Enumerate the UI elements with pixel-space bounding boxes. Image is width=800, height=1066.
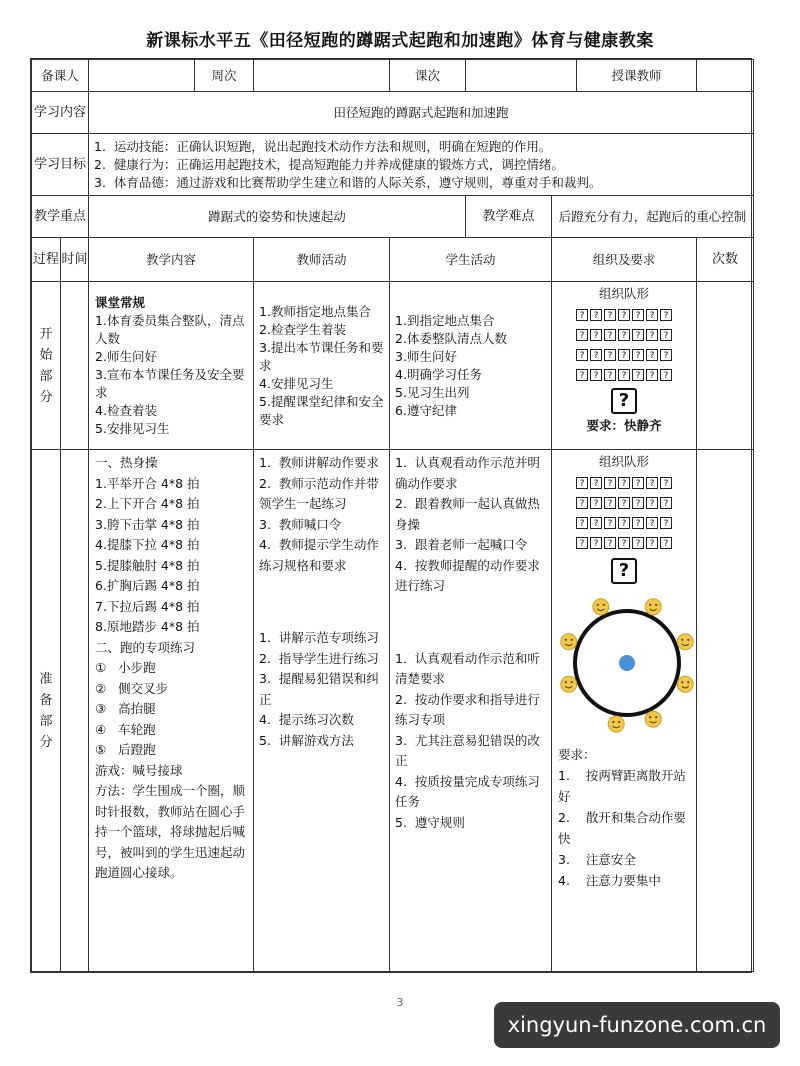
formation-row xyxy=(552,364,696,384)
prep-student-item: 2. 按动作要求和指导进行练习专项 xyxy=(395,691,540,727)
smiley-face-icon xyxy=(645,599,661,615)
diff-value: 后蹬充分有力，起跑后的重心控制 xyxy=(552,196,754,238)
student-square-icon: ? xyxy=(632,329,644,341)
student-square-icon: ? xyxy=(590,309,602,321)
smiley-face-icon xyxy=(561,676,577,692)
teacher-value xyxy=(697,60,754,92)
prep-student-item: 2. 跟着教师一起认真做热身操 xyxy=(395,496,540,532)
start-student xyxy=(390,282,552,450)
student-square-icon: ? xyxy=(660,309,672,321)
student-square-icon: ? xyxy=(604,537,616,549)
col-time: 时间 xyxy=(61,238,89,282)
smiley-face-icon xyxy=(677,634,693,650)
start-teacher-item: 1.教师指定地点集合 xyxy=(259,303,371,319)
prep-teacher-item: 2. 指导学生进行练习 xyxy=(259,650,379,666)
page-title: 新课标水平五《田径短跑的蹲踞式起跑和加速跑》体育与健康教案 xyxy=(146,31,654,51)
prep-formation xyxy=(552,472,696,552)
formation-row xyxy=(552,324,696,344)
prep-content-item: ⑤ 后蹬跑 xyxy=(95,742,156,757)
start-student-item: 4.明确学习任务 xyxy=(395,366,482,382)
diff-label: 教学难点 xyxy=(466,196,552,238)
prep-req-title: 要求： xyxy=(558,747,596,762)
prep-label-part: 准备部分 xyxy=(32,450,61,972)
start-content-heading: 课堂常规 xyxy=(95,294,146,310)
student-square-icon: ? xyxy=(632,517,644,529)
prep-content-item: 3.胯下击掌 4*8 拍 xyxy=(95,516,200,532)
prep-content-item: 4.提膝下拉 4*8 拍 xyxy=(95,537,200,552)
start-student-item: 5.见习生出列 xyxy=(395,384,470,400)
prep-req-item: 1. 按两臂距离散开站好 xyxy=(558,768,686,804)
student-square-icon: ? xyxy=(604,329,616,341)
start-teacher-item: 5.提醒课堂纪律和安全要求 xyxy=(259,393,384,427)
student-square-icon: ? xyxy=(576,537,588,549)
teacher-square-icon: ? xyxy=(611,388,637,414)
student-square-icon: ? xyxy=(590,329,602,341)
start-content-item: 5.安排见习生 xyxy=(95,420,170,436)
prep-student-item: 4. 按质按量完成专项练习任务 xyxy=(395,773,540,809)
student-square-icon: ? xyxy=(618,349,630,361)
prep-req-item: 4. 注意力要集中 xyxy=(558,873,661,888)
student-square-icon: ? xyxy=(576,349,588,361)
prep-content-item: 5.提膝触肘 4*8 拍 xyxy=(95,557,200,573)
teacher-square-icon: ? xyxy=(611,558,637,584)
student-square-icon: ? xyxy=(604,517,616,529)
formation-row xyxy=(552,512,696,532)
start-content-item: 1.体育委员集合整队，清点人数 xyxy=(95,312,245,346)
student-square-icon: ? xyxy=(646,537,658,549)
student-square-icon: ? xyxy=(660,349,672,361)
prep-content-item: ② 侧交叉步 xyxy=(95,680,169,696)
prep-count xyxy=(697,450,754,972)
prep-content-item: 一、热身操 xyxy=(95,455,158,470)
smiley-face-icon xyxy=(593,599,609,615)
start-org-title: 组织队形 xyxy=(599,286,650,301)
goals-label: 学习目标 xyxy=(32,134,89,196)
prep-time xyxy=(61,450,89,972)
student-square-icon: ? xyxy=(646,477,658,489)
prep-teacher-item: 3. 教师喊口令 xyxy=(259,516,342,532)
student-square-icon: ? xyxy=(646,369,658,381)
prep-content xyxy=(89,450,254,972)
col-teacher: 教师活动 xyxy=(254,238,390,282)
col-count: 次数 xyxy=(697,238,754,282)
student-square-icon: ? xyxy=(660,497,672,509)
prep-content-item: 1.平举开合 4*8 拍 xyxy=(95,475,200,491)
prep-label: 备课人 xyxy=(32,60,89,92)
start-count xyxy=(697,282,754,450)
student-square-icon: ? xyxy=(590,349,602,361)
start-student-item: 1.到指定地点集合 xyxy=(395,312,495,328)
formation-row xyxy=(552,492,696,512)
prep-content-item: 游戏：喊号接球 xyxy=(95,762,183,778)
student-square-icon: ? xyxy=(590,537,602,549)
prep-teacher-item: 1. 讲解示范专项练习 xyxy=(259,630,379,645)
prep-content-item: 7.下拉后踢 4*8 拍 xyxy=(95,598,200,614)
prep-student-item: 3. 跟着老师一起喊口令 xyxy=(395,537,528,552)
start-teacher-item: 3.提出本节课任务和要求 xyxy=(259,339,384,373)
start-content-item: 3.宣布本节课任务及安全要求 xyxy=(95,366,245,400)
student-square-icon: ? xyxy=(632,309,644,321)
teacher-label: 授课教师 xyxy=(577,60,697,92)
prep-student-item: 1. 认真观看动作示范并明确动作要求 xyxy=(395,455,540,491)
page-number: 3 xyxy=(396,996,404,1009)
start-org-req: 要求：快静齐 xyxy=(586,418,662,433)
student-square-icon: ? xyxy=(604,477,616,489)
student-square-icon: ? xyxy=(576,329,588,341)
start-teacher-item: 4.安排见习生 xyxy=(259,375,334,391)
student-square-icon: ? xyxy=(576,309,588,321)
prep-req-item: 2. 散开和集合动作要快 xyxy=(558,810,686,846)
goal-item: 2. 健康行为：正确运用起跑技术，提高短跑能力并养成健康的锻炼方式，调控情绪。 xyxy=(94,156,564,172)
prep-value xyxy=(89,60,195,92)
student-square-icon: ? xyxy=(660,329,672,341)
prep-content-item: 6.扩胸后踢 4*8 拍 xyxy=(95,578,200,593)
col-student: 学生活动 xyxy=(390,238,552,282)
prep-student-item: 4. 按教师提醒的动作要求进行练习 xyxy=(395,557,540,593)
student-square-icon: ? xyxy=(618,309,630,321)
start-content-item: 2.师生问好 xyxy=(95,348,157,364)
prep-content-item: 8.原地踏步 4*8 拍 xyxy=(95,619,200,634)
week-label: 周次 xyxy=(195,60,254,92)
student-square-icon: ? xyxy=(632,497,644,509)
prep-req-item: 3. 注意安全 xyxy=(558,852,636,867)
student-square-icon: ? xyxy=(576,497,588,509)
prep-content-item: 方法：学生围成一个圈，顺时针报数，教师站在圆心手持一个篮球，将球抛起后喊号，被叫到的学生迅速起动跑道圆心接球。 xyxy=(95,783,246,880)
goals-list xyxy=(89,134,754,196)
start-formation xyxy=(552,304,696,384)
formation-row xyxy=(552,344,696,364)
content-label: 学习内容 xyxy=(32,92,89,134)
student-square-icon: ? xyxy=(590,369,602,381)
start-student-item: 2.体委整队清点人数 xyxy=(395,330,507,346)
prep-content-item: 2.上下开合 4*8 拍 xyxy=(95,496,200,511)
start-org xyxy=(552,282,697,450)
prep-content-item: 二、跑的专项练习 xyxy=(95,639,196,655)
student-square-icon: ? xyxy=(618,537,630,549)
smiley-face-icon xyxy=(645,711,661,727)
student-square-icon: ? xyxy=(604,349,616,361)
student-square-icon: ? xyxy=(576,517,588,529)
start-time xyxy=(61,282,89,450)
ball-icon xyxy=(619,655,635,671)
watermark: xingyun-funzone.com.cn xyxy=(494,1002,780,1048)
formation-row xyxy=(552,472,696,492)
student-square-icon: ? xyxy=(660,477,672,489)
prep-teacher-item: 4. 提示练习次数 xyxy=(259,712,354,727)
student-square-icon: ? xyxy=(604,309,616,321)
goal-item: 3. 体育品德：通过游戏和比赛帮助学生建立和谐的人际关系，遵守规则，尊重对手和裁判。 xyxy=(94,174,602,190)
student-square-icon: ? xyxy=(632,477,644,489)
key-label: 教学重点 xyxy=(32,196,89,238)
prep-teacher-item: 1. 教师讲解动作要求 xyxy=(259,455,379,470)
prep-student-item: 3. 尤其注意易犯错误的改正 xyxy=(395,732,540,768)
lesson-label: 课次 xyxy=(390,60,466,92)
start-student-item: 6.遵守纪律 xyxy=(395,402,457,418)
prep-org xyxy=(552,450,697,972)
col-org: 组织及要求 xyxy=(552,238,697,282)
student-square-icon: ? xyxy=(646,329,658,341)
student-square-icon: ? xyxy=(646,349,658,361)
student-square-icon: ? xyxy=(590,517,602,529)
prep-teacher xyxy=(254,450,390,972)
prep-teacher-item: 5. 讲解游戏方法 xyxy=(259,732,354,748)
key-value: 蹲踞式的姿势和快速起动 xyxy=(89,196,466,238)
student-square-icon: ? xyxy=(604,369,616,381)
week-value xyxy=(254,60,390,92)
prep-student xyxy=(390,450,552,972)
prep-org-title: 组织队形 xyxy=(599,454,650,469)
circle-game-diagram xyxy=(552,588,702,738)
student-square-icon: ? xyxy=(590,477,602,489)
student-square-icon: ? xyxy=(632,537,644,549)
student-square-icon: ? xyxy=(660,369,672,381)
student-square-icon: ? xyxy=(632,349,644,361)
student-square-icon: ? xyxy=(660,537,672,549)
prep-content-item: ④ 车轮跑 xyxy=(95,721,156,737)
goal-item: 1. 运动技能：正确认识短跑，说出起跑技术动作方法和规则，明确在短跑的作用。 xyxy=(94,138,552,154)
prep-content-item: ① 小步跑 xyxy=(95,660,156,675)
content-value: 田径短跑的蹲踞式起跑和加速跑 xyxy=(89,92,754,134)
student-square-icon: ? xyxy=(646,309,658,321)
student-square-icon: ? xyxy=(576,477,588,489)
prep-teacher-item: 3. 提醒易犯错误和纠正 xyxy=(259,671,379,707)
start-teacher xyxy=(254,282,390,450)
lesson-plan-table xyxy=(30,58,752,973)
formation-row xyxy=(552,532,696,552)
start-student-item: 3.师生问好 xyxy=(395,348,457,364)
start-content xyxy=(89,282,254,450)
smiley-face-icon xyxy=(608,716,624,732)
student-square-icon: ? xyxy=(618,517,630,529)
student-square-icon: ? xyxy=(618,369,630,381)
student-square-icon: ? xyxy=(632,369,644,381)
student-square-icon: ? xyxy=(576,369,588,381)
start-label: 开始部分 xyxy=(32,282,61,450)
prep-reqs xyxy=(552,744,696,891)
smiley-face-icon xyxy=(561,634,577,650)
student-square-icon: ? xyxy=(646,517,658,529)
prep-content-item: ③ 高抬腿 xyxy=(95,701,156,716)
student-square-icon: ? xyxy=(604,497,616,509)
prep-student-item: 1. 认真观看动作示范和听清楚要求 xyxy=(395,650,540,686)
student-square-icon: ? xyxy=(590,497,602,509)
formation-row xyxy=(552,304,696,324)
lesson-value xyxy=(466,60,577,92)
col-process: 过程 xyxy=(32,238,61,282)
col-content: 教学内容 xyxy=(89,238,254,282)
prep-teacher-item: 4. 教师提示学生动作练习规格和要求 xyxy=(259,537,379,573)
start-teacher-item: 2.检查学生着装 xyxy=(259,321,346,337)
student-square-icon: ? xyxy=(618,497,630,509)
start-content-item: 4.检查着装 xyxy=(95,402,157,418)
student-square-icon: ? xyxy=(660,517,672,529)
smiley-face-icon xyxy=(677,676,693,692)
prep-teacher-item: 2. 教师示范动作并带领学生一起练习 xyxy=(259,475,379,511)
student-square-icon: ? xyxy=(646,497,658,509)
prep-student-item: 5. 遵守规则 xyxy=(395,814,465,830)
student-square-icon: ? xyxy=(618,477,630,489)
student-square-icon: ? xyxy=(618,329,630,341)
